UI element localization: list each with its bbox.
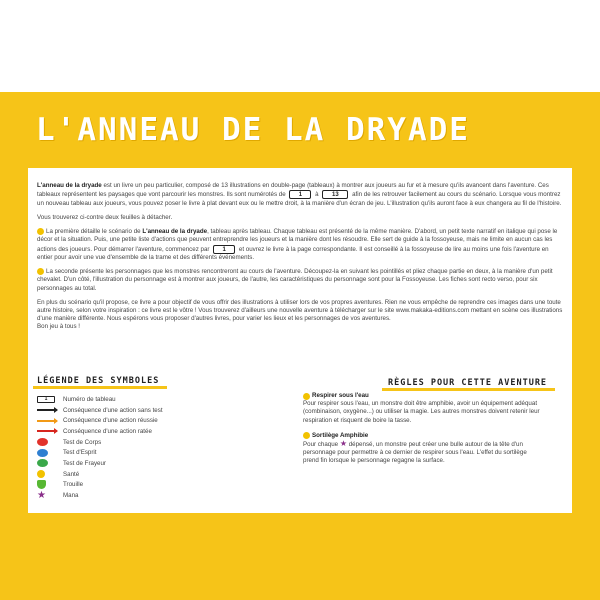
book-title: L'anneau de la dryade bbox=[37, 182, 102, 189]
tile-number-first: 1 bbox=[289, 190, 311, 199]
legend-item: Trouille bbox=[37, 480, 237, 491]
body-text bbox=[37, 182, 564, 338]
closing-paragraph: En plus du scénario qu'il propose, ce livre a pour objectif de vous offrir des illustrations à utiliser lors de vos propres aventures. Rien ne vous empêche de reprendre ces images dans une toute autre histoire, selon votre inspiration : ce livre est le vôtre ! Vous trouverez d'ailleurs une nouvelle aventure à télécharger sur le site www.makaka-editions.com mettant en scène ces illustrations d'une manière différente. Nous espérons vous proposer d'autres livres, pour varier les lieux et les personnages de vos aventures. Bon jeu à tous ! bbox=[37, 298, 563, 331]
legend-item: Test de Frayeur bbox=[37, 458, 237, 469]
legend-item: 1 Numéro de tableau bbox=[37, 394, 237, 405]
page-title: L'ANNEAU DE LA DRYADE bbox=[36, 112, 470, 148]
legend-item: Santé bbox=[37, 469, 237, 480]
black-arrow-icon bbox=[37, 409, 57, 411]
smile-icon bbox=[37, 470, 45, 478]
smile-icon bbox=[37, 228, 44, 235]
rules-heading: RÈGLES POUR CETTE AVENTURE bbox=[388, 378, 548, 388]
tile-number-icon: 1 bbox=[37, 396, 55, 403]
legend-list bbox=[37, 394, 237, 501]
star-icon: ★ bbox=[339, 439, 347, 449]
sheet2-paragraph: La seconde présente les personnages que les monstres rencontreront au cours de l'aventure. Découpez-la en suivant les pointillés et pliez chaque partie en deux, à la manière d'un petit chevalet. D'un côté, l'illustration du personnage est à montrer aux joueurs, de l'autre, les caractéristiques du personnage sont pour la Fossoyeuse. Les fiches sont recto verso, pour six personnages au total. bbox=[37, 268, 553, 292]
rules-section bbox=[303, 392, 543, 473]
legend-item: Test de Corps bbox=[37, 437, 237, 448]
sheet1-paragraph: La première détaille le scénario de L'anneau de la dryade, tableau après tableau. Chaque tableau est présenté de la même manière. D'abord, un petit texte narratif en italique qui pose le décor et la situation. Puis, une petite liste d'actions que peuvent entreprendre les joueurs et la manière dont les résoudre. Elle sert de guide à la fossoyeuse, mais ne limite en aucun cas les actions des joueurs. Pour démarrer l'aventure, commencez par 1 et ouvrez le livre à la page correspondante. Il est conseillé à la fossoyeuse de lire au moins une fois l'aventure en entier pour avoir une vue d'ensemble de la trame et des différents événements. bbox=[37, 228, 558, 261]
intro-paragraph: L'anneau de la dryade est un livre un peu particulier, composé de 13 illustrations en double-page (tableaux) à montrer aux joueurs au fur et à mesure qu'ils avancent dans l'aventure. Ces tableaux représentent les paysages que vont parcourir les monstres. Ils sont numérotés de 1 à 13 afin de les retrouver facilement au cours du scénario. Lorsque vous montrez un nouveau tableau aux joueurs, vous pouvez poser le livre à plat devant eux ou le mettre droit, à la manière d'un écran de jeu. L'illustration qu'ils auront face à eux changera au fil de l'histoire. bbox=[37, 182, 562, 207]
red-arrow-icon bbox=[37, 430, 57, 432]
tile-number-start: 1 bbox=[213, 245, 235, 254]
blue-dot-icon bbox=[37, 449, 48, 457]
legend-item: Conséquence d'une action ratée bbox=[37, 426, 237, 437]
rule-spell: Sortilège Amphibie Pour chaque ★ dépensé, un monstre peut créer une bulle autour de la tête d'un personnage pour permettre à ce dernier de respirer sous l'eau. L'effet du sortilège prend fin lorsque le personnage regagne la surface. bbox=[303, 431, 527, 465]
legend-item: Conséquence d'une action réussie bbox=[37, 415, 237, 426]
smile-icon bbox=[303, 393, 310, 400]
legend-item: ★ Mana bbox=[37, 489, 79, 501]
smile-icon bbox=[303, 432, 310, 439]
rule-breathing: Respirer sous l'eau Pour respirer sous l'eau, un monstre doit être amphibie, avoir un équipement adéquat (combinaison, oxygène...) ou utiliser la magie. Les autres monstres doivent retenir leur respiration et risquent de boire la tasse. bbox=[303, 392, 540, 424]
green-dot-icon bbox=[37, 459, 48, 467]
star-icon: ★ bbox=[37, 489, 46, 501]
legend-heading: LÉGENDE DES SYMBOLES bbox=[37, 376, 160, 386]
shield-icon bbox=[37, 480, 46, 489]
smile-icon bbox=[37, 268, 44, 275]
legend-item: Test d'Esprit bbox=[37, 447, 237, 458]
legend-item: Conséquence d'une action sans test bbox=[37, 405, 237, 416]
red-dot-icon bbox=[37, 438, 48, 446]
tile-number-last: 13 bbox=[322, 190, 348, 199]
sheets-intro: Vous trouverez ci-contre deux feuilles à détacher. bbox=[37, 213, 173, 221]
orange-arrow-icon bbox=[37, 420, 57, 422]
yellow-bottom-border bbox=[0, 510, 600, 600]
sign-off: Bon jeu à tous ! bbox=[37, 323, 80, 331]
